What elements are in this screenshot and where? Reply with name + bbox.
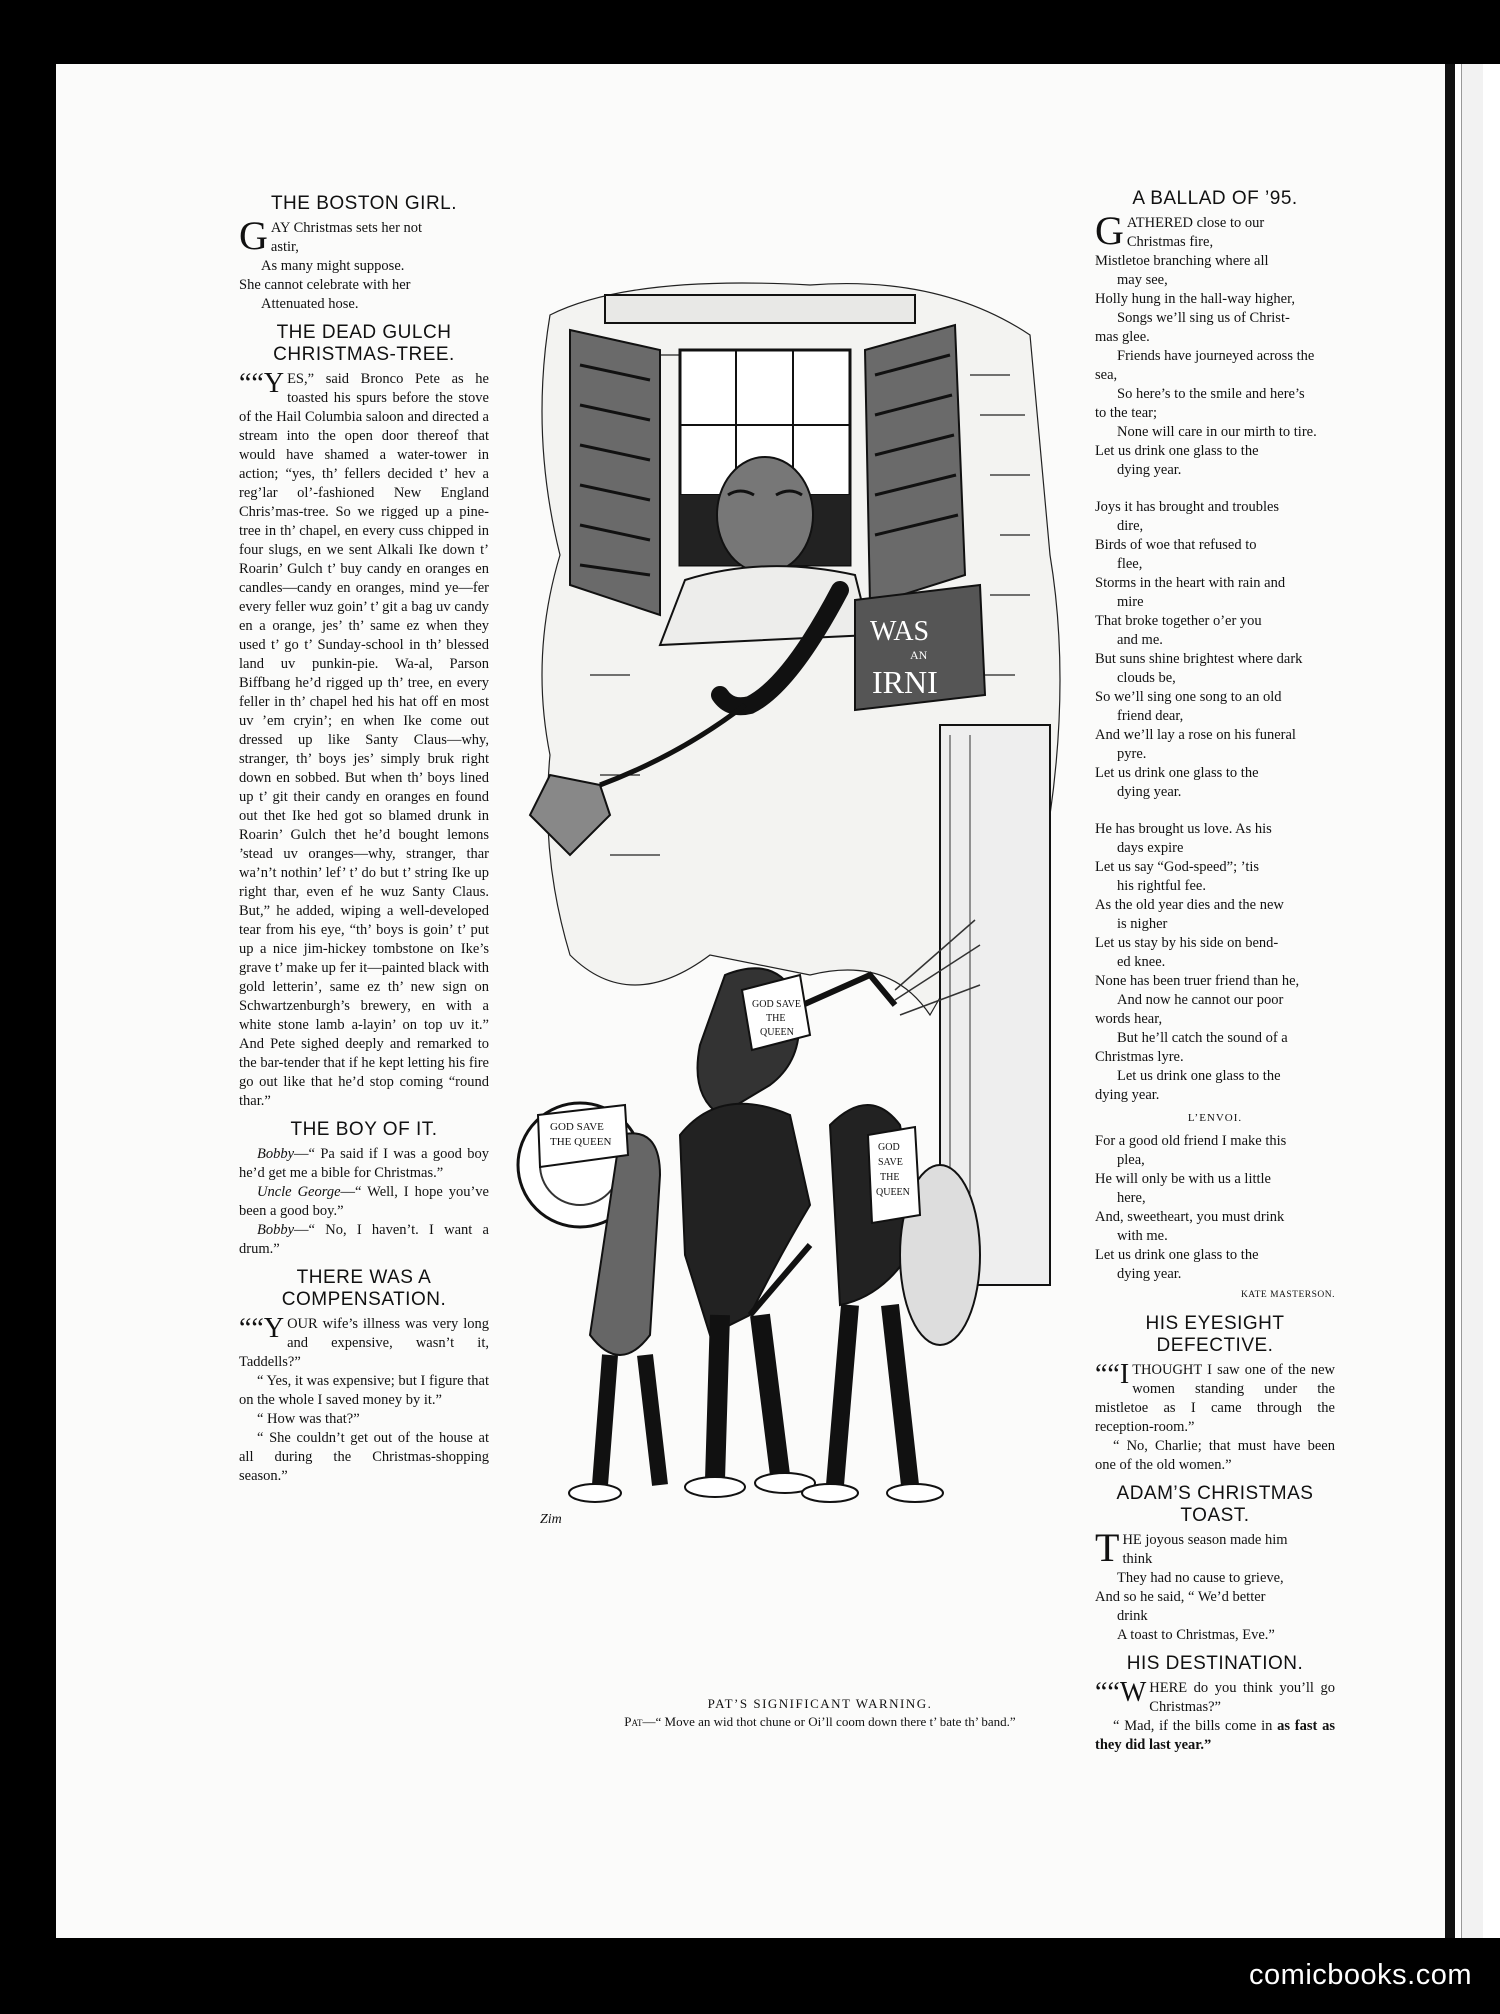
sign-text: QUEEN [760,1027,794,1038]
dialogue-text: THOUGHT I saw one of the new women standing under the mistletoe as I came through the reception-room.” [1095,1362,1335,1435]
shop-sign-text: WAS [870,616,930,647]
author-name: KATE MASTERSON. [1240,1290,1335,1300]
artist-signature: Zim [540,1512,562,1527]
verse-line: dying year. [1117,1266,1182,1282]
verse-line: dying year. [1117,784,1182,800]
poem-boston-girl [239,213,489,314]
sign-right [868,1127,920,1223]
verse-line: And, sweetheart, you must drink [1095,1209,1285,1225]
verse-line: Christmas lyre. [1095,1049,1184,1065]
verse-line: He will only be with us a little [1095,1171,1271,1187]
verse-line: A toast to Christmas, Eve.” [1117,1627,1275,1643]
headline-destination: HIS DESTINATION. [1126,1653,1304,1674]
dialogue-text: —“ Pa said if I was a good boy he’d get me a bible for Christmas.” [239,1146,489,1181]
verse-line: may see, [1117,272,1168,288]
verse-line: Friends have journeyed across the [1117,348,1315,364]
verse-line: Joys it has brought and troubles [1095,499,1280,515]
verse-line: mas glee. [1095,329,1150,345]
watermark: comicbooks.com [1249,1959,1472,1991]
verse-line: But he’ll catch the sound of a [1117,1030,1288,1046]
dialogue-line [1095,1679,1335,1717]
verse-line: clouds be, [1117,670,1176,686]
verse-line: She cannot celebrate with her [239,277,411,293]
dialogue-line [239,1183,489,1221]
sign-text: THE [880,1172,900,1183]
ballad-envoi [1095,1132,1335,1284]
article-destination [1095,1653,1335,1755]
verse-line: flee, [1117,556,1143,572]
verse-line: Let us drink one glass to the [1095,443,1259,459]
verse-line: Let us drink one glass to the [1095,765,1259,781]
verse-line: ATHERED close to our [1126,215,1265,231]
verse-line: Let us drink one glass to the [1117,1068,1281,1084]
verse-line: But suns shine brightest where dark [1095,651,1303,667]
dialogue-text: —“ No, I haven’t. I want a drum.” [239,1222,489,1257]
verse-line: ed knee. [1117,954,1166,970]
ballad-stanza-1 [1095,208,1335,480]
verse-line: For a good old friend I make this [1095,1133,1287,1149]
drop-cap: ““I [1095,1359,1130,1390]
verse-line: AY Christmas sets her not [270,220,423,236]
verse-line: Mistletoe branching where all [1095,253,1269,269]
shop-sign-text: AN [910,648,928,662]
dialogue-text-bold: as fast as they did last year.” [1095,1718,1335,1753]
right-column [1095,180,1335,1755]
verse-line: They had no cause to grieve, [1117,1570,1284,1586]
verse-line: friend dear, [1117,708,1184,724]
verse-line: with me. [1117,1228,1168,1244]
dialogue-text: —“ Well, I hope you’ve been a good boy.” [239,1184,489,1219]
headline-eyesight: HIS EYESIGHT DEFECTIVE. [1145,1313,1285,1356]
verse-line: words hear, [1095,1011,1163,1027]
verse-line: HE joyous season made him [1122,1532,1288,1548]
verse-line: Let us stay by his side on bend- [1095,935,1279,951]
verse-line: And now he cannot our poor [1117,992,1284,1008]
stanza-gap [1095,480,1335,498]
dialogue-line [1095,1717,1335,1755]
sign-left [538,1105,628,1167]
dialogue-line: “ Yes, it was expensive; but I figure that on the whole I saved money by it.” [239,1373,489,1408]
verse-line: So here’s to the smile and here’s [1117,386,1305,402]
caption-text: —“ Move an wid thot chune or Oi’ll coom down there t’ bate th’ band.” [642,1714,1016,1729]
dialogue-line [239,1315,489,1372]
envoi-label: L’ENVOI. [1187,1112,1243,1124]
dialogue-line [239,1145,489,1183]
verse-line: mire [1117,594,1144,610]
dialogue-line: “ She couldn’t get out of the house at all during the Christmas-shopping season.” [239,1430,489,1484]
drop-cap: ““Y [239,368,285,399]
caption-line [560,1714,1080,1730]
verse-line: Songs we’ll sing us of Christ- [1117,310,1290,326]
article-boy-of-it [239,1119,489,1259]
headline-dead-gulch: THE DEAD GULCH CHRISTMAS-TREE. [273,322,455,365]
article-eyesight [1095,1313,1335,1475]
verse-line: plea, [1117,1152,1145,1168]
dialogue-line: “ No, Charlie; that must have been one of the old women.” [1095,1438,1335,1473]
verse-line: As the old year dies and the new [1095,897,1284,913]
verse-line: And so he said, “ We’d better [1095,1589,1266,1605]
shutter-left [570,330,660,615]
caption-speaker: Pat [624,1714,643,1729]
verse-line: pyre. [1117,746,1147,762]
verse-line: his rightful fee. [1117,878,1206,894]
speaker-name: Uncle George [257,1184,341,1200]
verse-line: Christmas fire, [1126,234,1214,250]
drop-cap: ““Y [239,1313,285,1344]
verse-line: is nigher [1117,916,1168,932]
verse-line: Storms in the heart with rain and [1095,575,1286,591]
shop-sign-text: IRNI [872,664,938,700]
shutter-right [865,325,965,605]
poem-adams-toast [1095,1525,1335,1645]
sign-text: QUEEN [876,1187,910,1198]
verse-line: astir, [270,239,299,255]
verse-line: So we’ll sing one song to an old [1095,689,1282,705]
verse-line: Let us say “God-speed”; ’tis [1095,859,1260,875]
dialogue-line [239,1221,489,1259]
stanza-gap [1095,802,1335,820]
sign-text: GOD SAVE [550,1121,604,1133]
verse-line: to the tear; [1095,405,1158,421]
dialogue-line: “ How was that?” [257,1411,360,1427]
sign-text: SAVE [878,1157,903,1168]
drop-cap: T [1095,1525,1120,1570]
story-text: ES,” said Bronco Pete as he toasted his spurs before the stove of the Hail Columbia saloon and directed a stream into the open door thereof that would have shamed a water-tower in action; “yes, th’ fellers decided t’ hev a reg’lar ol’-fashioned New England Chris’mas-tree. So we rigged up a pine-tree in th’ chapel, en every cuss chipped in four slugs, en we sent Alkali Ike down t’ Roarin’ Gulch t’ buy candy en oranges en candles—candy en oranges, mind ye—fer every feller wuz goin’ t’ git a bag uv candy en a orange, jes’ th’ same ez when they used t’ go t’ Sunday-school in th’ blessed land uv punkin-pie. Wa-al, Parson Biffbang he’d rigged up th’ tree, en every feller in th’ chapel hed his hat off en most uv ’em cryin’; en when Ike come out dressed up like Santy Claus—why, stranger, th’ boys jes’ simply bruk right down en sobbed. But when th’ boys lined up t’ git their candy en oranges en found out thet Ike hed got so blamed drunk in Roarin’ Gulch thet he’d bought lemons ’stead uv oranges—why, stranger, thar wa’n’t nothin’ lef’ t’ do but t’ string Ike up right thar, even ef he wuz Santy Claus. But,” he added, wiping a well-developed tear from his eye, “th’ boys is goin’ t’ put up a nice jim-hickey tombstone on Ike’s grave t’ make up fer it—painted black with gold letterin’, same ez th’ new sign on Schwartzenburgh’s brewery, en with a white stone lamb a-layin’ on top uv it.” And Pete sighed deeply and remarked to the bar-tender that if he kept letting his fire go out like that he’d stop coming “round thar.” [239,371,489,1109]
article-boston-girl [239,193,489,314]
headline-ballad: A BALLAD OF ’95. [1132,188,1298,209]
verse-line: drink [1117,1608,1148,1624]
verse-line: Birds of woe that refused to [1095,537,1257,553]
verse-line: here, [1117,1190,1146,1206]
verse-line: Let us drink one glass to the [1095,1247,1259,1263]
verse-line: dire, [1117,518,1144,534]
headline-boston-girl: THE BOSTON GIRL. [270,193,458,214]
illustration-caption [560,1696,1080,1730]
verse-line: dying year. [1095,1087,1160,1103]
page-edge-strip [1461,64,1483,1938]
verse-line: That broke together o’er you [1095,613,1262,629]
verse-line: sea, [1095,367,1118,383]
ballad-stanza-3 [1095,820,1335,1105]
verse-line: He has brought us love. As his [1095,821,1272,837]
sign-text: THE [766,1013,786,1024]
verse-line: think [1122,1551,1153,1567]
speaker-name: Bobby [257,1222,295,1238]
verse-line: days expire [1117,840,1184,856]
verse-line: And we’ll lay a rose on his funeral [1095,727,1296,743]
speaker-name: Bobby [257,1146,295,1162]
headline-adams-toast: ADAM’S CHRISTMAS TOAST. [1116,1483,1314,1526]
verse-line: dying year. [1117,462,1182,478]
sign-text: THE QUEEN [550,1136,612,1148]
caption-title: PAT’S SIGNIFICANT WARNING. [707,1696,933,1711]
dialogue-text: HERE do you think you’ll go Christmas?” [1149,1680,1335,1715]
drop-cap: ““W [1095,1677,1147,1708]
sign-text: GOD SAVE [752,999,801,1010]
verse-line: None will care in our mirth to tire. [1117,424,1317,440]
article-adams-toast [1095,1483,1335,1645]
article-ballad [1095,188,1335,1305]
sign-text: GOD [878,1142,900,1153]
drop-cap: G [239,213,268,258]
drop-cap: G [1095,208,1124,253]
dialogue-line [1095,1361,1335,1437]
headline-boy-of-it: THE BOY OF IT. [290,1119,438,1140]
article-compensation [239,1267,489,1486]
verse-line: None has been truer friend than he, [1095,973,1300,989]
verse-line: and me. [1117,632,1163,648]
shop-sign [855,585,985,710]
dialogue-text: “ Mad, if the bills come in [1113,1718,1273,1734]
verse-line: Attenuated hose. [261,296,359,312]
article-dead-gulch [239,322,489,1111]
cartoon-illustration [510,255,1080,1630]
verse-line: Holly hung in the hall-way higher, [1095,291,1295,307]
verse-line: As many might suppose. [261,258,405,274]
dialogue-text: OUR wife’s illness was very long and expensive, wasn’t it, Taddells?” [239,1316,489,1370]
headline-compensation: THERE WAS A COMPENSATION. [281,1267,447,1310]
story-dead-gulch [239,370,489,1111]
facing-page-edge [1445,64,1500,1938]
ballad-stanza-2 [1095,498,1335,802]
left-column [239,185,489,1486]
